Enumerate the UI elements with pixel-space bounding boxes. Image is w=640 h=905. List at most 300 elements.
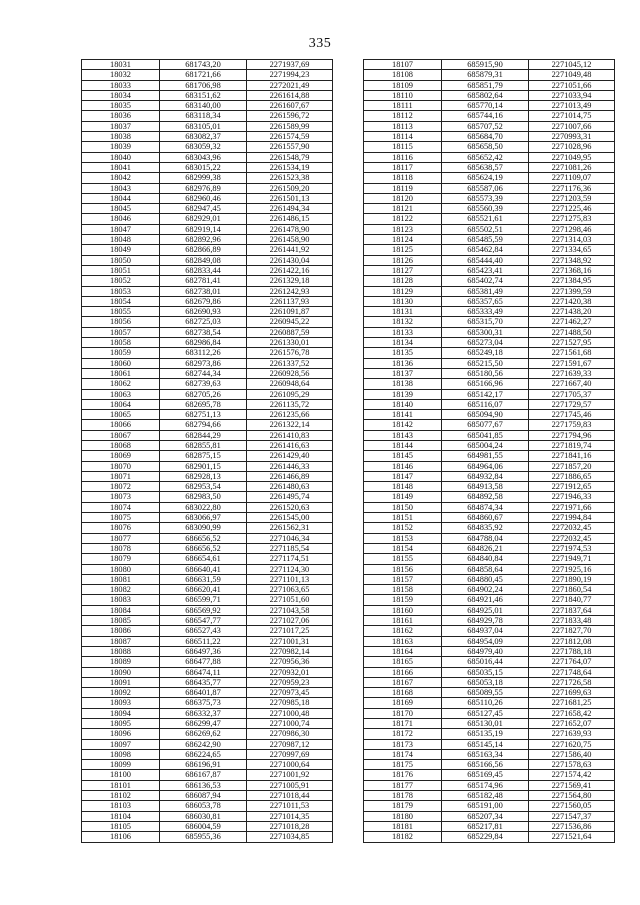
y-coordinate-cell: 2261478,90 <box>247 224 333 234</box>
point-number-cell: 18050 <box>82 255 160 265</box>
y-coordinate-cell: 2271399,59 <box>529 286 615 296</box>
y-coordinate-cell: 2271462,27 <box>529 317 615 327</box>
y-coordinate-cell: 2271275,83 <box>529 214 615 224</box>
x-coordinate-cell: 685333,49 <box>442 307 529 317</box>
y-coordinate-cell: 2271819,74 <box>529 440 615 450</box>
x-coordinate-cell: 685462,84 <box>442 245 529 255</box>
table-row <box>82 770 333 780</box>
table-row <box>364 420 615 430</box>
point-number-cell: 18124 <box>364 235 442 245</box>
y-coordinate-cell: 2261330,01 <box>247 338 333 348</box>
x-coordinate-cell: 683043,96 <box>160 152 247 162</box>
table-row <box>364 760 615 770</box>
x-coordinate-cell: 685658,50 <box>442 142 529 152</box>
y-coordinate-cell: 2271971,66 <box>529 502 615 512</box>
y-coordinate-cell: 2271049,48 <box>529 70 615 80</box>
y-coordinate-cell: 2261534,19 <box>247 162 333 172</box>
y-coordinate-cell: 2261235,66 <box>247 410 333 420</box>
y-coordinate-cell: 2271527,95 <box>529 338 615 348</box>
x-coordinate-cell: 682679,86 <box>160 296 247 306</box>
table-row <box>82 142 333 152</box>
point-number-cell: 18039 <box>82 142 160 152</box>
point-number-cell: 18177 <box>364 780 442 790</box>
table-row <box>364 296 615 306</box>
point-number-cell: 18081 <box>82 574 160 584</box>
table-row <box>364 688 615 698</box>
x-coordinate-cell: 686474,11 <box>160 667 247 677</box>
y-coordinate-cell: 2271081,26 <box>529 162 615 172</box>
x-coordinate-cell: 685402,74 <box>442 276 529 286</box>
table-row <box>82 265 333 275</box>
y-coordinate-cell: 2271564,80 <box>529 791 615 801</box>
point-number-cell: 18130 <box>364 296 442 306</box>
x-coordinate-cell: 685116,07 <box>442 399 529 409</box>
table-row <box>82 811 333 821</box>
y-coordinate-cell: 2271063,65 <box>247 585 333 595</box>
x-coordinate-cell: 684913,58 <box>442 482 529 492</box>
x-coordinate-cell: 685879,31 <box>442 70 529 80</box>
point-number-cell: 18095 <box>82 719 160 729</box>
table-row <box>364 379 615 389</box>
y-coordinate-cell: 2271001,31 <box>247 636 333 646</box>
y-coordinate-cell: 2271569,41 <box>529 780 615 790</box>
x-coordinate-cell: 682875,15 <box>160 451 247 461</box>
table-row <box>82 152 333 162</box>
point-number-cell: 18109 <box>364 80 442 90</box>
table-row <box>82 60 333 70</box>
y-coordinate-cell: 2271014,35 <box>247 811 333 821</box>
table-row <box>82 739 333 749</box>
y-coordinate-cell: 2271812,08 <box>529 636 615 646</box>
y-coordinate-cell: 2261322,14 <box>247 420 333 430</box>
y-coordinate-cell: 2271833,48 <box>529 616 615 626</box>
y-coordinate-cell: 2270987,12 <box>247 739 333 749</box>
x-coordinate-cell: 684979,40 <box>442 646 529 656</box>
point-number-cell: 18044 <box>82 193 160 203</box>
x-coordinate-cell: 682738,01 <box>160 286 247 296</box>
y-coordinate-cell: 2271705,37 <box>529 389 615 399</box>
table-row <box>82 420 333 430</box>
y-coordinate-cell: 2261337,52 <box>247 358 333 368</box>
point-number-cell: 18047 <box>82 224 160 234</box>
point-number-cell: 18150 <box>364 502 442 512</box>
table-row <box>82 688 333 698</box>
x-coordinate-cell: 685502,51 <box>442 224 529 234</box>
y-coordinate-cell: 2271314,03 <box>529 235 615 245</box>
table-row <box>82 286 333 296</box>
table-row <box>82 698 333 708</box>
point-number-cell: 18129 <box>364 286 442 296</box>
x-coordinate-cell: 682725,03 <box>160 317 247 327</box>
x-coordinate-cell: 686167,87 <box>160 770 247 780</box>
table-row <box>364 749 615 759</box>
table-row <box>82 749 333 759</box>
y-coordinate-cell: 2271890,19 <box>529 574 615 584</box>
point-number-cell: 18108 <box>364 70 442 80</box>
x-coordinate-cell: 686401,87 <box>160 688 247 698</box>
x-coordinate-cell: 682833,44 <box>160 265 247 275</box>
point-number-cell: 18136 <box>364 358 442 368</box>
x-coordinate-cell: 682892,96 <box>160 235 247 245</box>
table-row <box>364 111 615 121</box>
x-coordinate-cell: 685169,45 <box>442 770 529 780</box>
x-coordinate-cell: 685423,41 <box>442 265 529 275</box>
y-coordinate-cell: 2261416,63 <box>247 440 333 450</box>
x-coordinate-cell: 685684,70 <box>442 132 529 142</box>
point-number-cell: 18098 <box>82 749 160 759</box>
table-row <box>82 276 333 286</box>
x-coordinate-cell: 685851,79 <box>442 80 529 90</box>
table-row <box>82 605 333 615</box>
table-row <box>364 90 615 100</box>
table-row <box>364 451 615 461</box>
point-number-cell: 18056 <box>82 317 160 327</box>
point-number-cell: 18052 <box>82 276 160 286</box>
table-row <box>364 482 615 492</box>
y-coordinate-cell: 2261574,59 <box>247 132 333 142</box>
point-number-cell: 18037 <box>82 121 160 131</box>
table-row <box>82 471 333 481</box>
table-row <box>364 791 615 801</box>
point-number-cell: 18086 <box>82 626 160 636</box>
point-number-cell: 18072 <box>82 482 160 492</box>
y-coordinate-cell: 2270973,45 <box>247 688 333 698</box>
point-number-cell: 18078 <box>82 543 160 553</box>
table-row <box>364 585 615 595</box>
x-coordinate-cell: 684835,92 <box>442 523 529 533</box>
table-row <box>82 533 333 543</box>
point-number-cell: 18158 <box>364 585 442 595</box>
table-row <box>82 801 333 811</box>
table-row <box>364 729 615 739</box>
x-coordinate-cell: 686299,47 <box>160 719 247 729</box>
x-coordinate-cell: 686087,94 <box>160 791 247 801</box>
table-row <box>364 224 615 234</box>
x-coordinate-cell: 684858,64 <box>442 564 529 574</box>
point-number-cell: 18031 <box>82 60 160 70</box>
point-number-cell: 18103 <box>82 801 160 811</box>
table-row <box>82 492 333 502</box>
table-row <box>364 574 615 584</box>
table-row <box>82 173 333 183</box>
point-number-cell: 18168 <box>364 688 442 698</box>
table-row <box>82 121 333 131</box>
y-coordinate-cell: 2261486,15 <box>247 214 333 224</box>
table-row <box>364 173 615 183</box>
point-number-cell: 18125 <box>364 245 442 255</box>
x-coordinate-cell: 682866,89 <box>160 245 247 255</box>
y-coordinate-cell: 2261422,16 <box>247 265 333 275</box>
point-number-cell: 18182 <box>364 832 442 842</box>
y-coordinate-cell: 2261242,93 <box>247 286 333 296</box>
table-row <box>364 513 615 523</box>
table-row <box>364 739 615 749</box>
x-coordinate-cell: 682738,54 <box>160 327 247 337</box>
table-row <box>82 677 333 687</box>
y-coordinate-cell: 2271013,49 <box>529 101 615 111</box>
y-coordinate-cell: 2261614,88 <box>247 90 333 100</box>
x-coordinate-cell: 686435,77 <box>160 677 247 687</box>
y-coordinate-cell: 2260945,22 <box>247 317 333 327</box>
x-coordinate-cell: 686547,77 <box>160 616 247 626</box>
y-coordinate-cell: 2271578,63 <box>529 760 615 770</box>
x-coordinate-cell: 683090,99 <box>160 523 247 533</box>
point-number-cell: 18141 <box>364 410 442 420</box>
point-number-cell: 18087 <box>82 636 160 646</box>
point-number-cell: 18066 <box>82 420 160 430</box>
x-coordinate-cell: 685016,44 <box>442 657 529 667</box>
y-coordinate-cell: 2261562,31 <box>247 523 333 533</box>
y-coordinate-cell: 2271591,67 <box>529 358 615 368</box>
point-number-cell: 18051 <box>82 265 160 275</box>
table-row <box>364 204 615 214</box>
y-coordinate-cell: 2271840,77 <box>529 595 615 605</box>
y-coordinate-cell: 2261091,87 <box>247 307 333 317</box>
point-number-cell: 18153 <box>364 533 442 543</box>
y-coordinate-cell: 2271185,54 <box>247 543 333 553</box>
x-coordinate-cell: 682986,84 <box>160 338 247 348</box>
y-coordinate-cell: 2271298,46 <box>529 224 615 234</box>
x-coordinate-cell: 684981,55 <box>442 451 529 461</box>
point-number-cell: 18065 <box>82 410 160 420</box>
point-number-cell: 18043 <box>82 183 160 193</box>
x-coordinate-cell: 682695,78 <box>160 399 247 409</box>
table-row <box>364 245 615 255</box>
table-row <box>364 162 615 172</box>
x-coordinate-cell: 685041,85 <box>442 430 529 440</box>
x-coordinate-cell: 685166,56 <box>442 760 529 770</box>
x-coordinate-cell: 686527,43 <box>160 626 247 636</box>
y-coordinate-cell: 2271124,30 <box>247 564 333 574</box>
point-number-cell: 18159 <box>364 595 442 605</box>
table-row <box>364 368 615 378</box>
y-coordinate-cell: 2260928,56 <box>247 368 333 378</box>
y-coordinate-cell: 2271886,65 <box>529 471 615 481</box>
x-coordinate-cell: 685053,18 <box>442 677 529 687</box>
x-coordinate-cell: 684860,67 <box>442 513 529 523</box>
point-number-cell: 18046 <box>82 214 160 224</box>
point-number-cell: 18055 <box>82 307 160 317</box>
x-coordinate-cell: 684874,34 <box>442 502 529 512</box>
x-coordinate-cell: 682953,54 <box>160 482 247 492</box>
x-coordinate-cell: 686196,91 <box>160 760 247 770</box>
x-coordinate-cell: 685652,42 <box>442 152 529 162</box>
table-row <box>82 646 333 656</box>
y-coordinate-cell: 2271547,37 <box>529 811 615 821</box>
table-row <box>364 235 615 245</box>
point-number-cell: 18179 <box>364 801 442 811</box>
point-number-cell: 18171 <box>364 719 442 729</box>
table-row <box>82 307 333 317</box>
table-row <box>364 410 615 420</box>
point-number-cell: 18092 <box>82 688 160 698</box>
table-row <box>364 801 615 811</box>
point-number-cell: 18088 <box>82 646 160 656</box>
point-number-cell: 18134 <box>364 338 442 348</box>
x-coordinate-cell: 682947,45 <box>160 204 247 214</box>
table-row <box>82 348 333 358</box>
table-row <box>364 358 615 368</box>
x-coordinate-cell: 686224,65 <box>160 749 247 759</box>
point-number-cell: 18122 <box>364 214 442 224</box>
table-row <box>364 502 615 512</box>
coordinates-table-left <box>81 59 333 843</box>
y-coordinate-cell: 2261495,74 <box>247 492 333 502</box>
point-number-cell: 18076 <box>82 523 160 533</box>
table-row <box>364 719 615 729</box>
table-row <box>364 667 615 677</box>
x-coordinate-cell: 683066,97 <box>160 513 247 523</box>
y-coordinate-cell: 2271049,95 <box>529 152 615 162</box>
x-coordinate-cell: 683059,32 <box>160 142 247 152</box>
table-row <box>82 224 333 234</box>
point-number-cell: 18089 <box>82 657 160 667</box>
table-row <box>82 358 333 368</box>
x-coordinate-cell: 685624,19 <box>442 173 529 183</box>
table-row <box>82 379 333 389</box>
point-number-cell: 18067 <box>82 430 160 440</box>
table-row <box>82 204 333 214</box>
table-row <box>82 389 333 399</box>
x-coordinate-cell: 685217,81 <box>442 821 529 831</box>
table-row <box>364 276 615 286</box>
y-coordinate-cell: 2271225,46 <box>529 204 615 214</box>
x-coordinate-cell: 685077,67 <box>442 420 529 430</box>
y-coordinate-cell: 2270997,69 <box>247 749 333 759</box>
y-coordinate-cell: 2261557,90 <box>247 142 333 152</box>
x-coordinate-cell: 685229,84 <box>442 832 529 842</box>
table-row <box>82 760 333 770</box>
y-coordinate-cell: 2271051,66 <box>529 80 615 90</box>
point-number-cell: 18058 <box>82 338 160 348</box>
point-number-cell: 18154 <box>364 543 442 553</box>
x-coordinate-cell: 685915,90 <box>442 60 529 70</box>
x-coordinate-cell: 684840,84 <box>442 554 529 564</box>
table-row <box>82 657 333 667</box>
y-coordinate-cell: 2260887,59 <box>247 327 333 337</box>
point-number-cell: 18074 <box>82 502 160 512</box>
point-number-cell: 18079 <box>82 554 160 564</box>
point-number-cell: 18178 <box>364 791 442 801</box>
point-number-cell: 18033 <box>82 80 160 90</box>
y-coordinate-cell: 2270985,18 <box>247 698 333 708</box>
point-number-cell: 18148 <box>364 482 442 492</box>
table-row <box>364 121 615 131</box>
point-number-cell: 18128 <box>364 276 442 286</box>
table-row <box>82 729 333 739</box>
point-number-cell: 18135 <box>364 348 442 358</box>
y-coordinate-cell: 2271561,68 <box>529 348 615 358</box>
table-row <box>364 646 615 656</box>
x-coordinate-cell: 685444,40 <box>442 255 529 265</box>
x-coordinate-cell: 685560,39 <box>442 204 529 214</box>
x-coordinate-cell: 681721,66 <box>160 70 247 80</box>
table-row <box>82 399 333 409</box>
y-coordinate-cell: 2271560,05 <box>529 801 615 811</box>
table-row <box>364 605 615 615</box>
x-coordinate-cell: 682794,66 <box>160 420 247 430</box>
y-coordinate-cell: 2271925,16 <box>529 564 615 574</box>
table-row <box>364 60 615 70</box>
y-coordinate-cell: 2271652,07 <box>529 719 615 729</box>
x-coordinate-cell: 682928,13 <box>160 471 247 481</box>
y-coordinate-cell: 2271027,06 <box>247 616 333 626</box>
point-number-cell: 18060 <box>82 358 160 368</box>
point-number-cell: 18181 <box>364 821 442 831</box>
x-coordinate-cell: 683112,26 <box>160 348 247 358</box>
table-row <box>82 193 333 203</box>
x-coordinate-cell: 683105,01 <box>160 121 247 131</box>
y-coordinate-cell: 2271420,38 <box>529 296 615 306</box>
table-row <box>364 348 615 358</box>
table-row <box>82 338 333 348</box>
table-row <box>82 368 333 378</box>
x-coordinate-cell: 684921,46 <box>442 595 529 605</box>
table-row <box>364 657 615 667</box>
x-coordinate-cell: 682781,41 <box>160 276 247 286</box>
point-number-cell: 18132 <box>364 317 442 327</box>
y-coordinate-cell: 2271348,92 <box>529 255 615 265</box>
x-coordinate-cell: 686375,73 <box>160 698 247 708</box>
point-number-cell: 18111 <box>364 101 442 111</box>
table-row <box>82 832 333 842</box>
x-coordinate-cell: 682976,89 <box>160 183 247 193</box>
point-number-cell: 18085 <box>82 616 160 626</box>
table-row <box>82 111 333 121</box>
table-row <box>82 585 333 595</box>
point-number-cell: 18156 <box>364 564 442 574</box>
y-coordinate-cell: 2271946,33 <box>529 492 615 502</box>
y-coordinate-cell: 2271639,33 <box>529 368 615 378</box>
y-coordinate-cell: 2271586,40 <box>529 749 615 759</box>
table-row <box>82 245 333 255</box>
point-number-cell: 18118 <box>364 173 442 183</box>
x-coordinate-cell: 682849,08 <box>160 255 247 265</box>
point-number-cell: 18091 <box>82 677 160 687</box>
y-coordinate-cell: 2261430,04 <box>247 255 333 265</box>
y-coordinate-cell: 2271860,54 <box>529 585 615 595</box>
point-number-cell: 18166 <box>364 667 442 677</box>
x-coordinate-cell: 685802,64 <box>442 90 529 100</box>
table-row <box>364 70 615 80</box>
table-row <box>82 513 333 523</box>
point-number-cell: 18119 <box>364 183 442 193</box>
table-row <box>364 626 615 636</box>
point-number-cell: 18137 <box>364 368 442 378</box>
x-coordinate-cell: 685381,49 <box>442 286 529 296</box>
y-coordinate-cell: 2272032,45 <box>529 523 615 533</box>
point-number-cell: 18160 <box>364 605 442 615</box>
x-coordinate-cell: 686136,53 <box>160 780 247 790</box>
y-coordinate-cell: 2271857,20 <box>529 461 615 471</box>
point-number-cell: 18071 <box>82 471 160 481</box>
table-row <box>364 399 615 409</box>
point-number-cell: 18113 <box>364 121 442 131</box>
point-number-cell: 18162 <box>364 626 442 636</box>
table-row <box>364 132 615 142</box>
point-number-cell: 18114 <box>364 132 442 142</box>
y-coordinate-cell: 2261520,63 <box>247 502 333 512</box>
x-coordinate-cell: 682744,34 <box>160 368 247 378</box>
table-row <box>364 595 615 605</box>
y-coordinate-cell: 2261545,00 <box>247 513 333 523</box>
x-coordinate-cell: 685135,19 <box>442 729 529 739</box>
y-coordinate-cell: 2271639,93 <box>529 729 615 739</box>
point-number-cell: 18174 <box>364 749 442 759</box>
table-row <box>82 101 333 111</box>
x-coordinate-cell: 682999,38 <box>160 173 247 183</box>
point-number-cell: 18155 <box>364 554 442 564</box>
